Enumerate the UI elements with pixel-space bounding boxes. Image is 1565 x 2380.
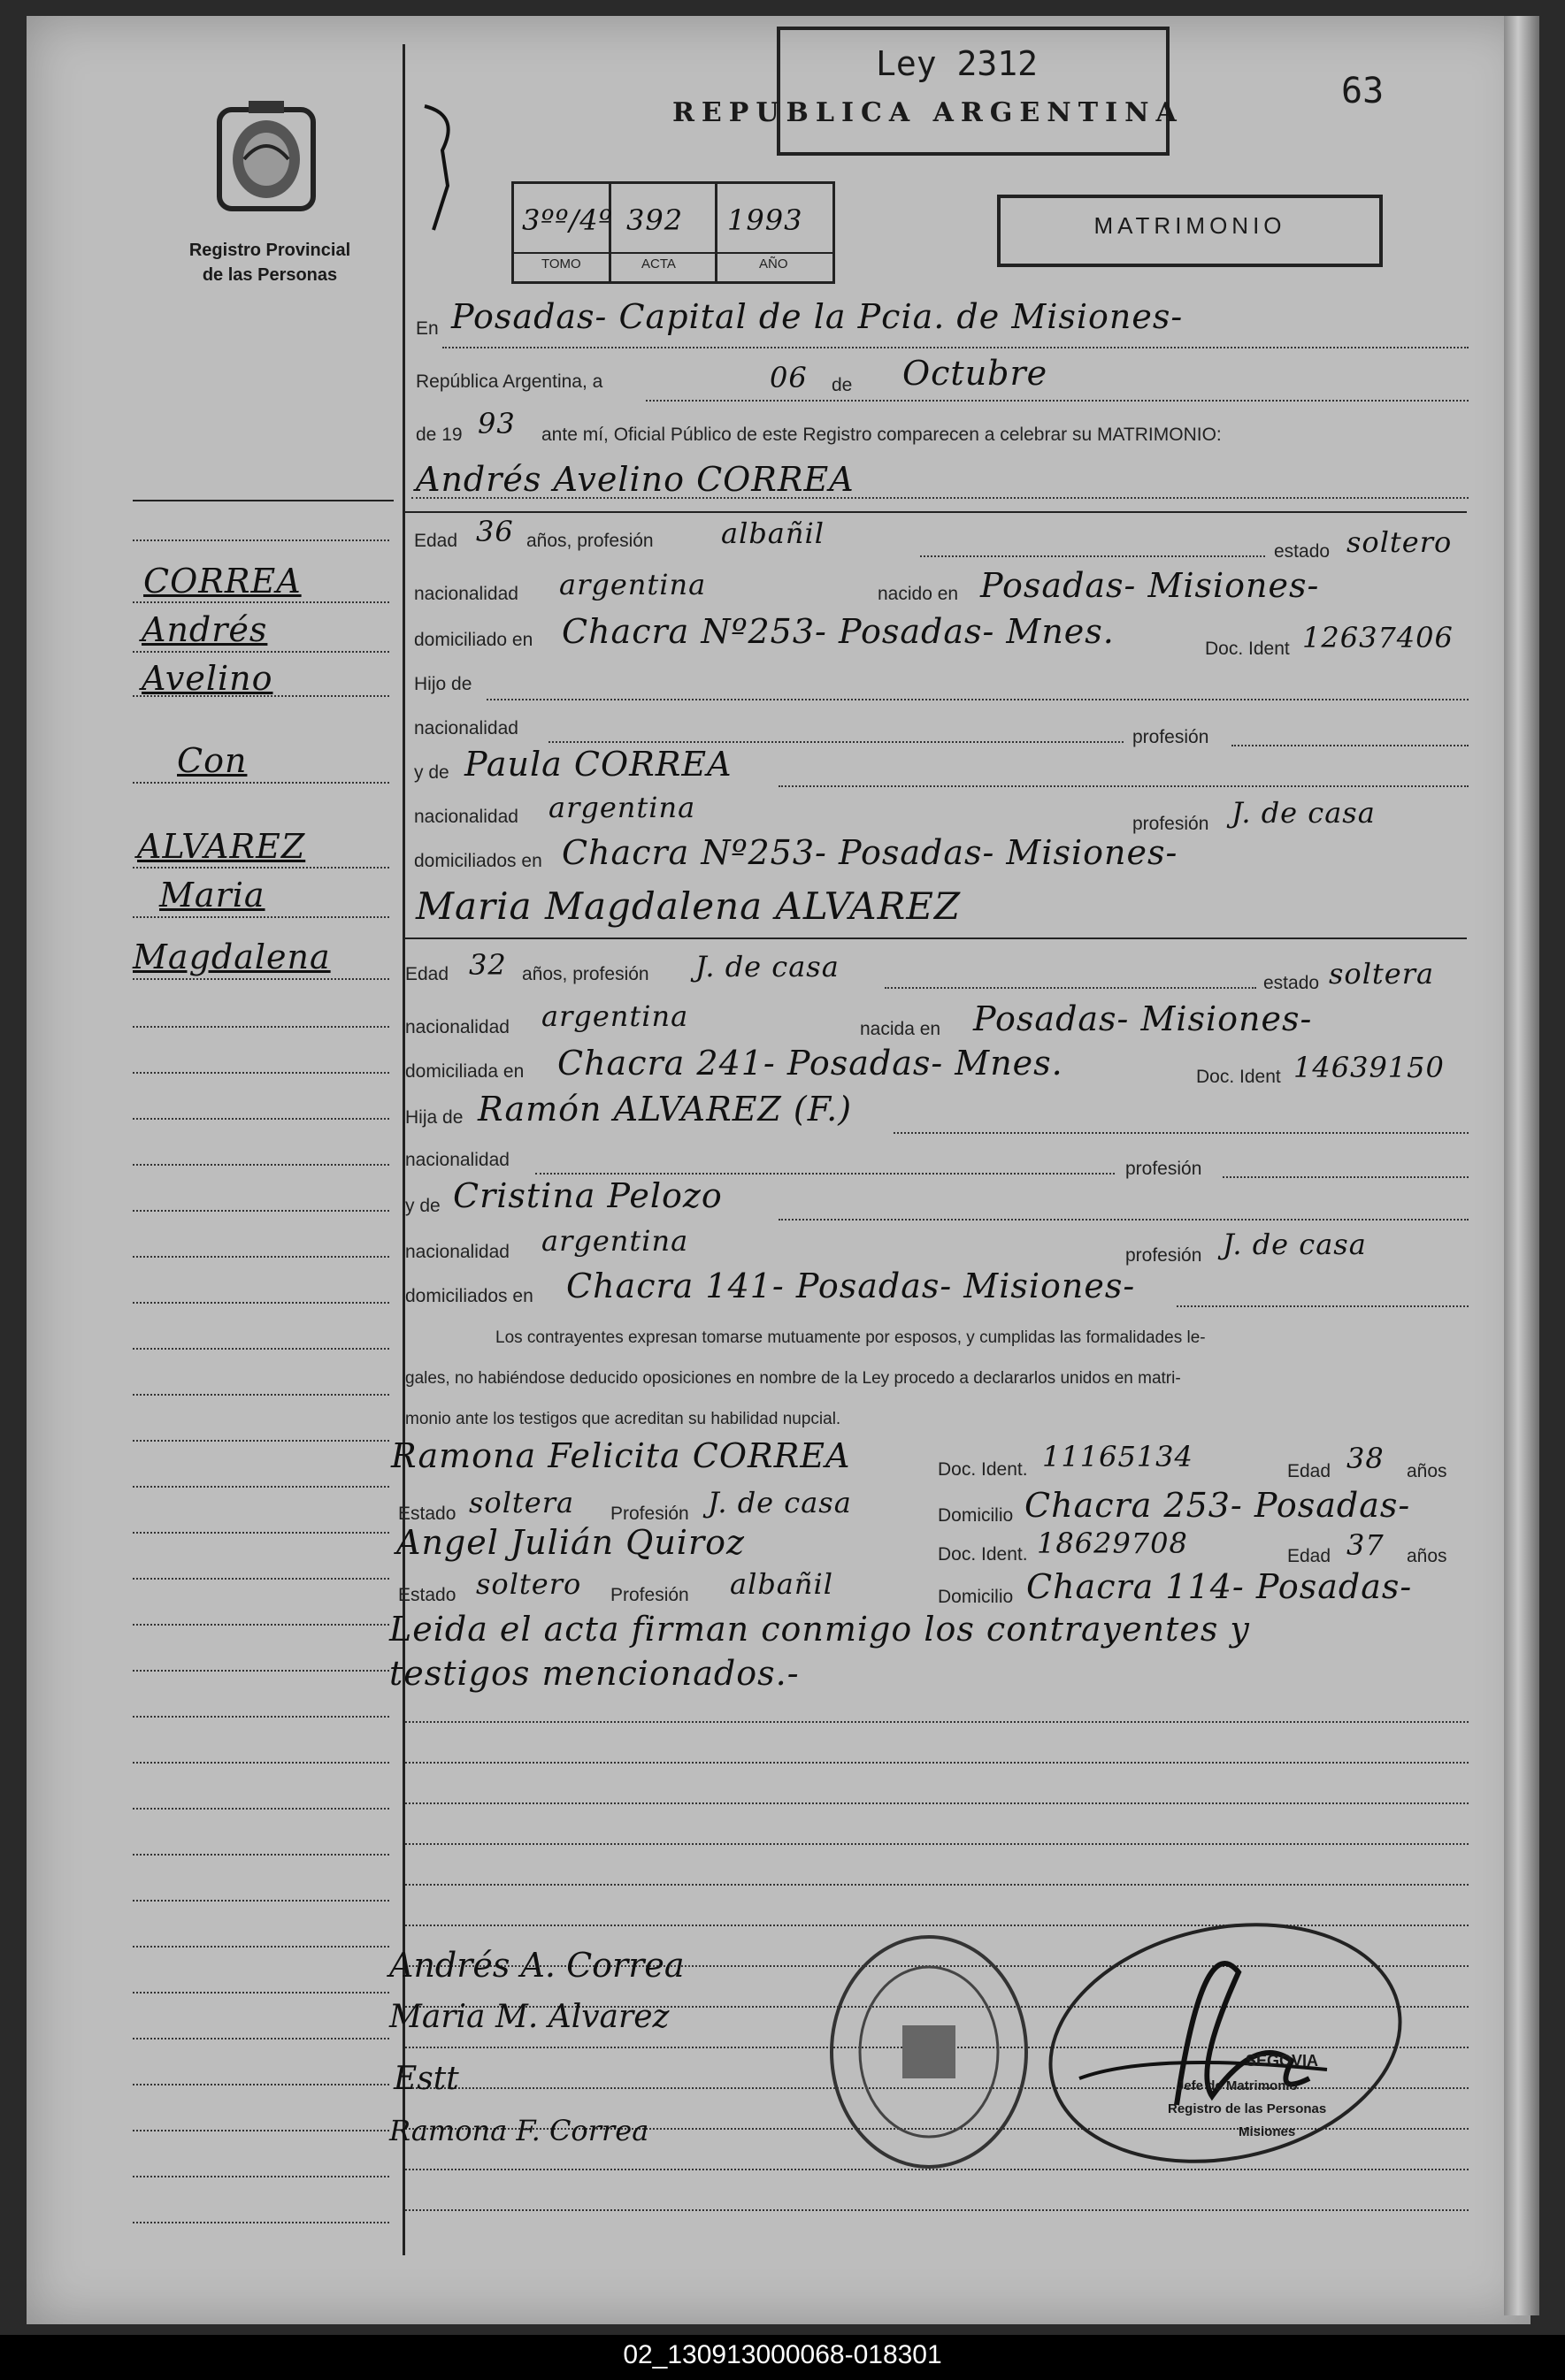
acta-label: ACTA (641, 256, 676, 272)
declaration-line1: Los contrayentes expresan tomarse mutuamente por esposos, y cumplidas las formalidades le- (495, 1328, 1206, 1347)
anio-value: 1993 (727, 203, 803, 237)
witness2-domicilio-value: Chacra 114- Posadas- (1026, 1567, 1413, 1606)
bride-estado-value: soltera (1329, 957, 1435, 991)
margin-note-1: CORREA (143, 562, 302, 601)
official-signature-stamp-icon (1026, 1893, 1415, 2176)
groom-profesion-value: albañil (721, 517, 825, 550)
groom-hijo-label: Hijo de (414, 674, 472, 694)
groom-nacionalidad-value: argentina (559, 568, 707, 601)
en-label: En (416, 318, 439, 339)
bride-mother-prof-value: J. de casa (1223, 1228, 1367, 1261)
de-label: de (832, 375, 853, 395)
margin-note-3: Avelino (142, 659, 273, 698)
registry-name-line1: Registro Provincial (188, 241, 351, 260)
bride-edad-label: Edad (405, 964, 449, 984)
signature-groom: Andrés A. Correa (389, 1946, 685, 1985)
witness1-edad-value: 38 (1346, 1442, 1385, 1475)
groom-nacido-label: nacido en (878, 584, 959, 604)
witness2-doc-label: Doc. Ident. (938, 1544, 1028, 1565)
bride-mother-prof-label: profesión (1125, 1245, 1202, 1266)
signature-bride: Maria M. Alvarez (389, 1999, 670, 2035)
year-suffix: 93 (478, 407, 516, 440)
bride-edad-value: 32 (469, 948, 507, 982)
official-title-1: Jefe de Matrimonio (1177, 2078, 1298, 2093)
groom-estado-label: estado (1274, 541, 1331, 562)
witness1-profesion-label: Profesión (610, 1504, 689, 1524)
bride-parents-dom-value: Chacra 141- Posadas- Misiones- (566, 1267, 1136, 1305)
witness2-profesion-label: Profesión (610, 1585, 689, 1605)
bride-nacida-value: Posadas- Misiones- (973, 999, 1313, 1038)
bride-mother-value: Cristina Pelozo (453, 1176, 723, 1215)
document-title: REPUBLICA ARGENTINA (672, 97, 1184, 128)
bride-doc-value: 14639150 (1293, 1051, 1445, 1084)
witness1-domicilio-value: Chacra 253- Posadas- (1024, 1486, 1411, 1525)
groom-mother-prof-value: J. de casa (1231, 796, 1376, 830)
law-stamp-text: Ley 2312 (876, 44, 1039, 83)
groom-parents-dom-label: domiciliados en (414, 851, 542, 871)
anio-label: AÑO (759, 256, 788, 272)
official-title-3: Misiones (1239, 2124, 1296, 2139)
year-prefix: de 19 (416, 425, 463, 445)
groom-name: Andrés Avelino CORREA (416, 460, 855, 499)
witness1-doc-label: Doc. Ident. (938, 1459, 1028, 1480)
bride-yde-label: y de (405, 1196, 441, 1216)
tomo-value: 3ºº/4º (522, 203, 613, 237)
witness2-domicilio-label: Domicilio (938, 1587, 1014, 1607)
bride-anios-label: años, profesión (522, 964, 649, 984)
margin-note-7: Magdalena (133, 937, 331, 976)
groom-yde-label: y de (414, 762, 449, 783)
declaration-line2: gales, no habiéndose deducido oposiciones en nombre de la Ley procedo a declararlos unidos en matri- (405, 1369, 1181, 1388)
margin-note-5: ALVAREZ (137, 827, 306, 866)
groom-mother-nac-label: nacionalidad (414, 807, 518, 827)
groom-mother-prof-label: profesión (1132, 814, 1209, 834)
groom-domiciliado-label: domiciliado en (414, 630, 533, 650)
bride-father-nac-label: nacionalidad (405, 1150, 510, 1170)
witness1-estado-label: Estado (398, 1504, 456, 1524)
margin-note-4: Con (177, 741, 248, 780)
bride-estado-label: estado (1263, 973, 1320, 993)
bride-father-value: Ramón ALVAREZ (F.) (478, 1090, 853, 1129)
bride-doc-label: Doc. Ident (1196, 1067, 1281, 1087)
republica-label: República Argentina, a (416, 371, 603, 392)
official-seal-icon (823, 1928, 1035, 2176)
groom-parents-dom-value: Chacra Nº253- Posadas- Misiones- (562, 833, 1178, 872)
witness1-estado-value: soltera (469, 1486, 575, 1519)
bride-hija-label: Hija de (405, 1107, 464, 1128)
signature-witness-1: Ramona F. Correa (389, 2114, 649, 2147)
margin-top-rule (133, 500, 394, 501)
binding-edge (1504, 16, 1539, 2315)
witness2-profesion-value: albañil (730, 1567, 833, 1601)
acta-value: 392 (626, 203, 684, 237)
bride-father-prof-label: profesión (1125, 1159, 1202, 1179)
bride-mother-nac-value: argentina (541, 1224, 689, 1258)
matrimonio-label: MATRIMONIO (1093, 212, 1286, 239)
groom-anios-label: años, profesión (526, 531, 654, 551)
bride-profesion-value: J. de casa (695, 950, 840, 983)
groom-nacionalidad-label: nacionalidad (414, 584, 518, 604)
place-value: Posadas- Capital de la Pcia. de Misiones- (451, 297, 1184, 336)
bride-nacida-label: nacida en (860, 1019, 941, 1039)
groom-doc-label: Doc. Ident (1205, 639, 1290, 659)
witness2-doc-value: 18629708 (1037, 1527, 1188, 1560)
witness2-edad-value: 37 (1346, 1528, 1385, 1562)
file-id: 02_130913000068-018301 (623, 2340, 942, 2369)
witness2-estado-label: Estado (398, 1585, 456, 1605)
witness2-edad-label: Edad (1287, 1546, 1331, 1566)
margin-mark-icon (416, 97, 469, 239)
bride-name: Maria Magdalena ALVAREZ (416, 884, 962, 928)
witness1-name: Ramona Felicita CORREA (391, 1436, 851, 1475)
witness1-anios-label: años (1407, 1461, 1447, 1481)
groom-doc-value: 12637406 (1302, 621, 1454, 654)
bride-domiciliada-label: domiciliada en (405, 1061, 525, 1082)
witness2-estado-value: soltero (476, 1567, 582, 1601)
witness1-profesion-value: J. de casa (708, 1486, 852, 1519)
tomo-label: TOMO (541, 256, 581, 272)
groom-edad-label: Edad (414, 531, 458, 551)
declaration-line3: monio ante los testigos que acreditan su habilidad nupcial. (405, 1410, 841, 1428)
registry-name-line2: de las Personas (202, 265, 338, 285)
bride-nacionalidad-value: argentina (541, 999, 689, 1033)
signature-witness-2: Estt (394, 2061, 459, 2097)
witness1-edad-label: Edad (1287, 1461, 1331, 1481)
bride-nacionalidad-label: nacionalidad (405, 1017, 510, 1037)
bride-domicilio-value: Chacra 241- Posadas- Mnes. (557, 1044, 1063, 1083)
witness2-anios-label: años (1407, 1546, 1447, 1566)
margin-note-6: Maria (159, 876, 265, 915)
groom-domicilio-value: Chacra Nº253- Posadas- Mnes. (562, 612, 1115, 651)
page-number: 63 (1341, 71, 1385, 111)
official-title-2: Registro de las Personas (1168, 2101, 1327, 2116)
official-name: SEGOVIA (1246, 2052, 1319, 2070)
closing-line2: testigos mencionados.- (389, 1654, 800, 1693)
witness1-doc-value: 11165134 (1042, 1440, 1193, 1473)
coat-of-arms-icon (209, 97, 324, 217)
groom-father-nac-label: nacionalidad (414, 718, 518, 738)
witness1-domicilio-label: Domicilio (938, 1505, 1014, 1526)
groom-edad-value: 36 (476, 515, 514, 548)
groom-estado-value: soltero (1346, 525, 1453, 559)
day-value: 06 (770, 361, 808, 394)
margin-note-2: Andrés (142, 610, 268, 649)
bride-parents-dom-label: domiciliados en (405, 1286, 533, 1306)
month-value: Octubre (902, 354, 1048, 393)
closing-line1: Leida el acta firman conmigo los contrayentes y (389, 1610, 1250, 1649)
bride-mother-nac-label: nacionalidad (405, 1242, 510, 1262)
witness2-name: Angel Julián Quiroz (396, 1523, 746, 1562)
intro-statement: ante mí, Oficial Público de este Registro comparecen a celebrar su MATRIMONIO: (541, 425, 1222, 445)
groom-mother-nac-value: argentina (549, 791, 696, 824)
groom-nacido-value: Posadas- Misiones- (980, 566, 1320, 605)
groom-father-prof-label: profesión (1132, 727, 1209, 747)
groom-mother-value: Paula CORREA (464, 745, 733, 784)
